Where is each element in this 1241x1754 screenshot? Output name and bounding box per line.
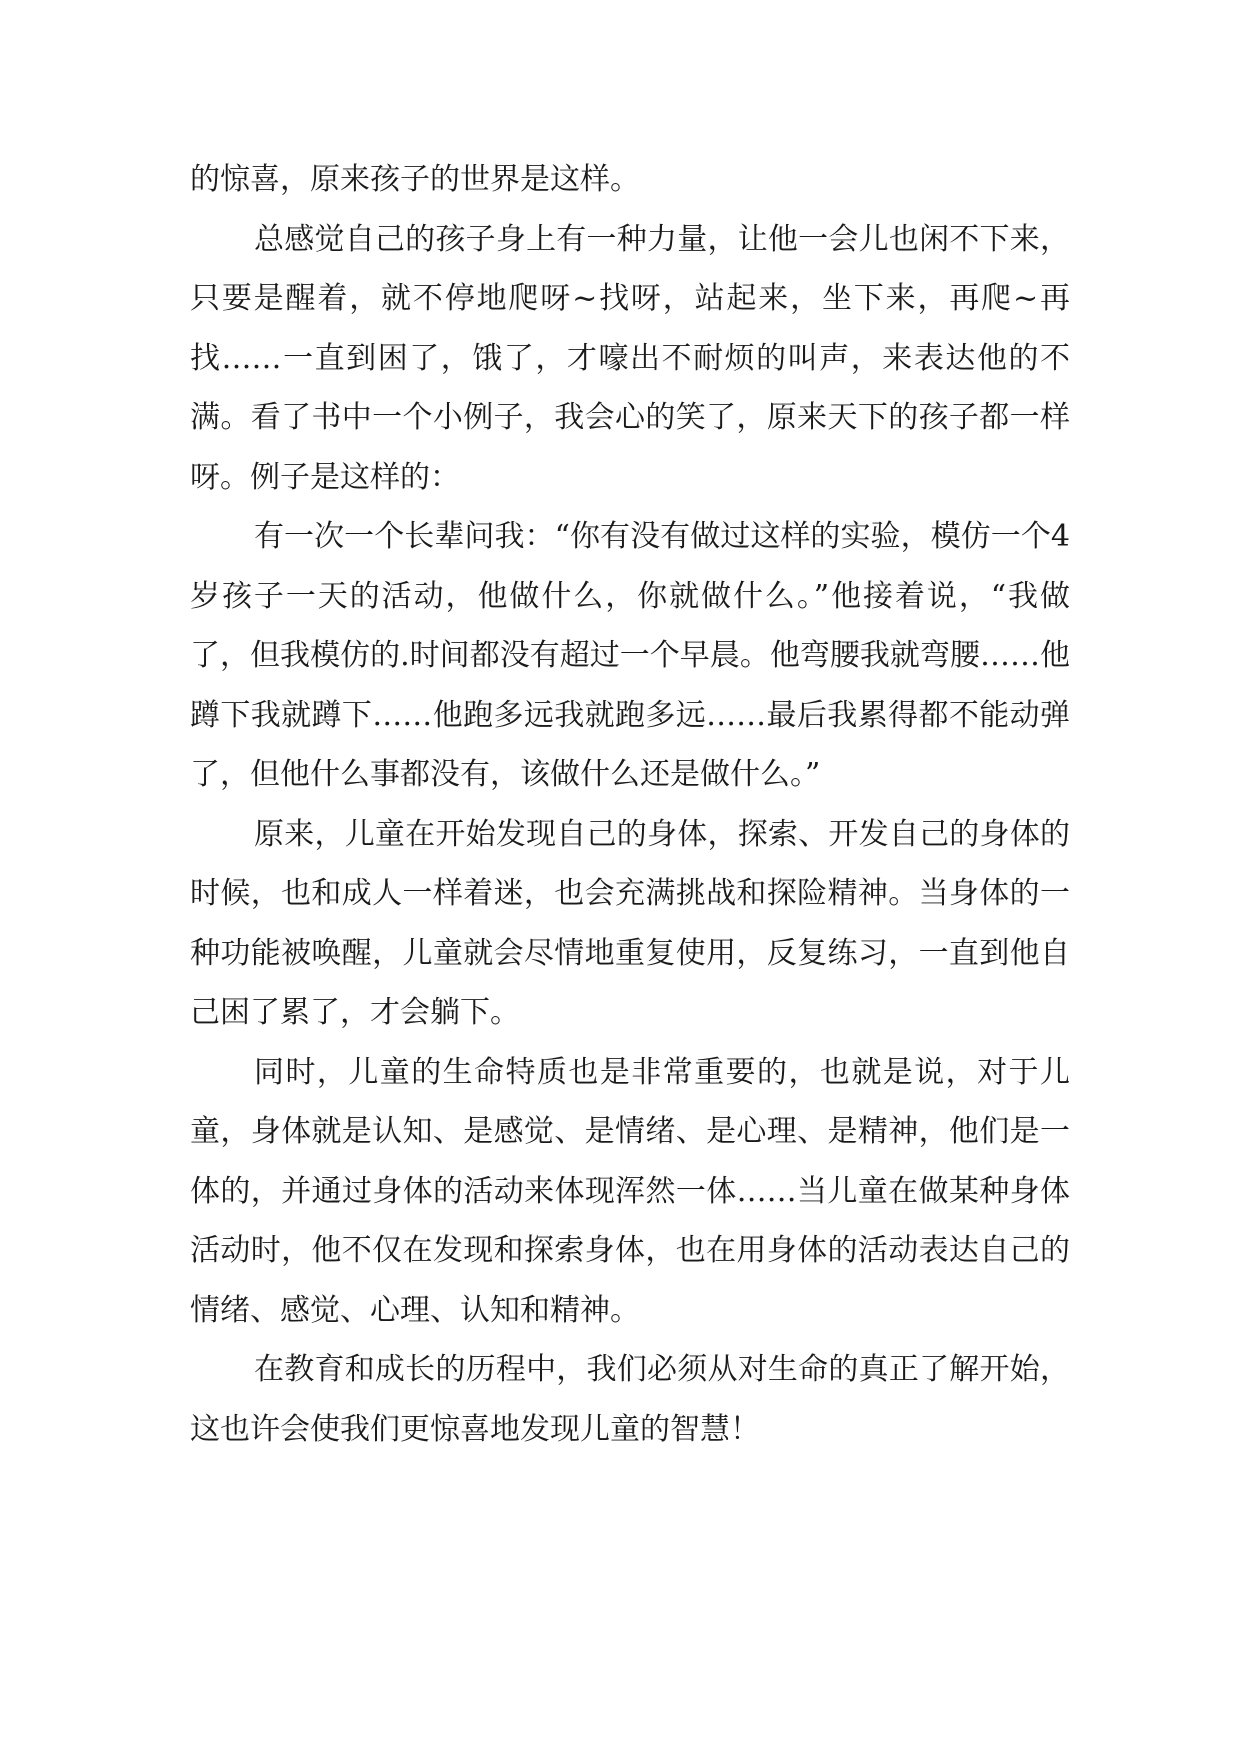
paragraph-5: 同时，儿童的生命特质也是非常重要的，也就是说，对于儿童，身体就是认知、是感觉、是情绪、是心理、是精神，他们是一体的，并通过身体的活动来体现浑然一体……当儿童在做某种身体活动时，他不仅在发现和探索身体，也在用身体的活动表达自己的情绪、感觉、心理、认知和精神。	[190, 1054, 1070, 1328]
paragraph-4: 原来，儿童在开始发现自己的身体，探索、开发自己的身体的时候，也和成人一样着迷，也会充满挑战和探险精神。当身体的一种功能被唤醒，儿童就会尽情地重复使用，反复练习，一直到他自己困了累了，才会躺下。	[190, 816, 1070, 1030]
paragraph-1: 的惊喜，原来孩子的世界是这样。	[190, 162, 640, 197]
document-body	[190, 150, 1070, 1459]
paragraph-6: 在教育和成长的历程中，我们必须从对生命的真正了解开始，这也许会使我们更惊喜地发现儿童的智慧！	[190, 1352, 1070, 1447]
paragraph-3: 有一次一个长辈问我：“你有没有做过这样的实验，模仿一个4岁孩子一天的活动，他做什么，你就做什么。”他接着说，“我做了，但我模仿的.时间都没有超过一个早晨。他弯腰我就弯腰……他蹲下我就蹲下……他跑多远我就跑多远……最后我累得都不能动弹了，但他什么事都没有，该做什么还是做什么。”	[190, 519, 1070, 792]
paragraph-2: 总感觉自己的孩子身上有一种力量，让他一会儿也闲不下来，只要是醒着，就不停地爬呀~找呀，站起来，坐下来，再爬~再找……一直到困了，饿了，才嚎出不耐烦的叫声，来表达他的不满。看了书中一个小例子，我会心的笑了，原来天下的孩子都一样呀。例子是这样的：	[190, 221, 1070, 495]
